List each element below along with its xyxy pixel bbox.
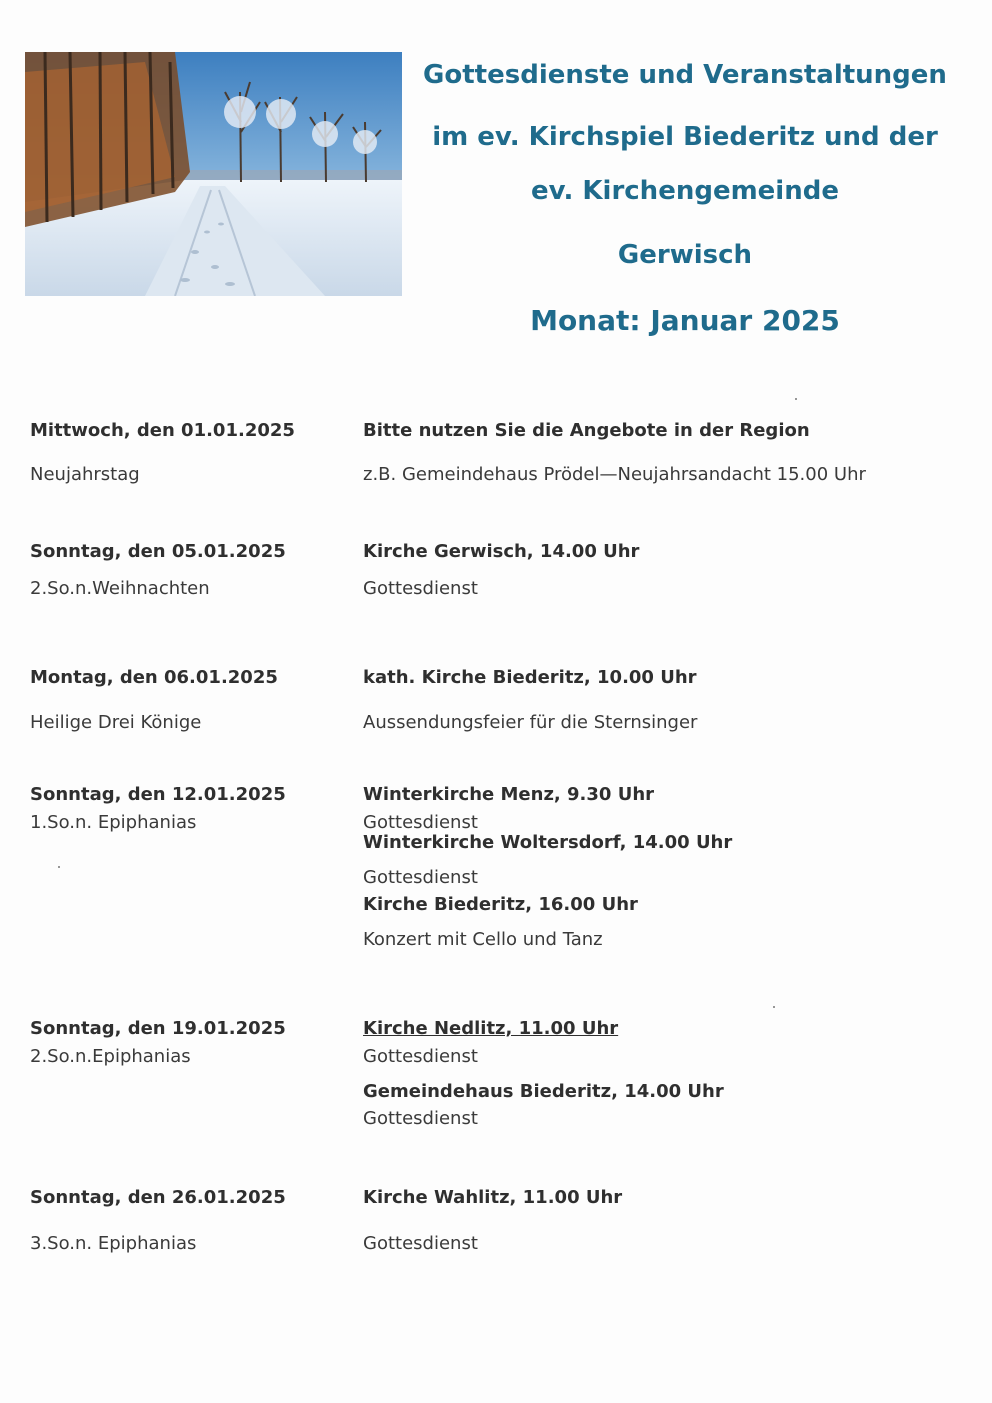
event-place: Winterkirche Woltersdorf, 14.00 Uhr (363, 832, 733, 853)
entry-day: Heilige Drei Könige (30, 712, 202, 733)
event-description: Gottesdienst (363, 812, 478, 833)
entry-day: 3.So.n. Epiphanias (30, 1233, 197, 1254)
entry-date: Sonntag, den 26.01.2025 (30, 1187, 286, 1208)
scan-speck (773, 1006, 775, 1008)
event-place: kath. Kirche Biederitz, 10.00 Uhr (363, 667, 697, 688)
entry-date: Sonntag, den 05.01.2025 (30, 541, 286, 562)
entry-day: 2.So.n.Epiphanias (30, 1046, 191, 1067)
header-line-3: ev. Kirchengemeinde (531, 176, 839, 206)
entry-date: Mittwoch, den 01.01.2025 (30, 420, 295, 441)
entry-date: Sonntag, den 12.01.2025 (30, 784, 286, 805)
entry-date: Sonntag, den 19.01.2025 (30, 1018, 286, 1039)
event-description: Aussendungsfeier für die Sternsinger (363, 712, 698, 733)
event-description: Gottesdienst (363, 1233, 478, 1254)
entry-day: Neujahrstag (30, 464, 140, 485)
event-description: Konzert mit Cello und Tanz (363, 929, 603, 950)
header-month: Monat: Januar 2025 (530, 304, 840, 337)
event-place: Bitte nutzen Sie die Angebote in der Region (363, 420, 810, 441)
header-line-2: im ev. Kirchspiel Biederitz und der (432, 122, 938, 152)
event-place: Kirche Gerwisch, 14.00 Uhr (363, 541, 640, 562)
entry-day: 2.So.n.Weihnachten (30, 578, 210, 599)
scan-speck (58, 866, 60, 868)
event-description: Gottesdienst (363, 867, 478, 888)
event-place: Kirche Nedlitz, 11.00 Uhr (363, 1018, 619, 1039)
winter-landscape-photo (25, 52, 402, 296)
event-place: Winterkirche Menz, 9.30 Uhr (363, 784, 655, 805)
event-place: Kirche Biederitz, 16.00 Uhr (363, 894, 638, 915)
event-place: Gemeindehaus Biederitz, 14.00 Uhr (363, 1081, 724, 1102)
event-description: Gottesdienst (363, 578, 478, 599)
header-line-4: Gerwisch (617, 240, 753, 270)
event-description: z.B. Gemeindehaus Prödel—Neujahrsandacht 15.00 Uhr (363, 464, 866, 485)
entry-day: 1.So.n. Epiphanias (30, 812, 197, 833)
scan-speck (795, 398, 797, 400)
entry-date: Montag, den 06.01.2025 (30, 667, 278, 688)
event-description: Gottesdienst (363, 1108, 478, 1129)
event-place: Kirche Wahlitz, 11.00 Uhr (363, 1187, 623, 1208)
header-line-1: Gottesdienste und Veranstaltungen (423, 60, 947, 90)
event-description: Gottesdienst (363, 1046, 478, 1067)
